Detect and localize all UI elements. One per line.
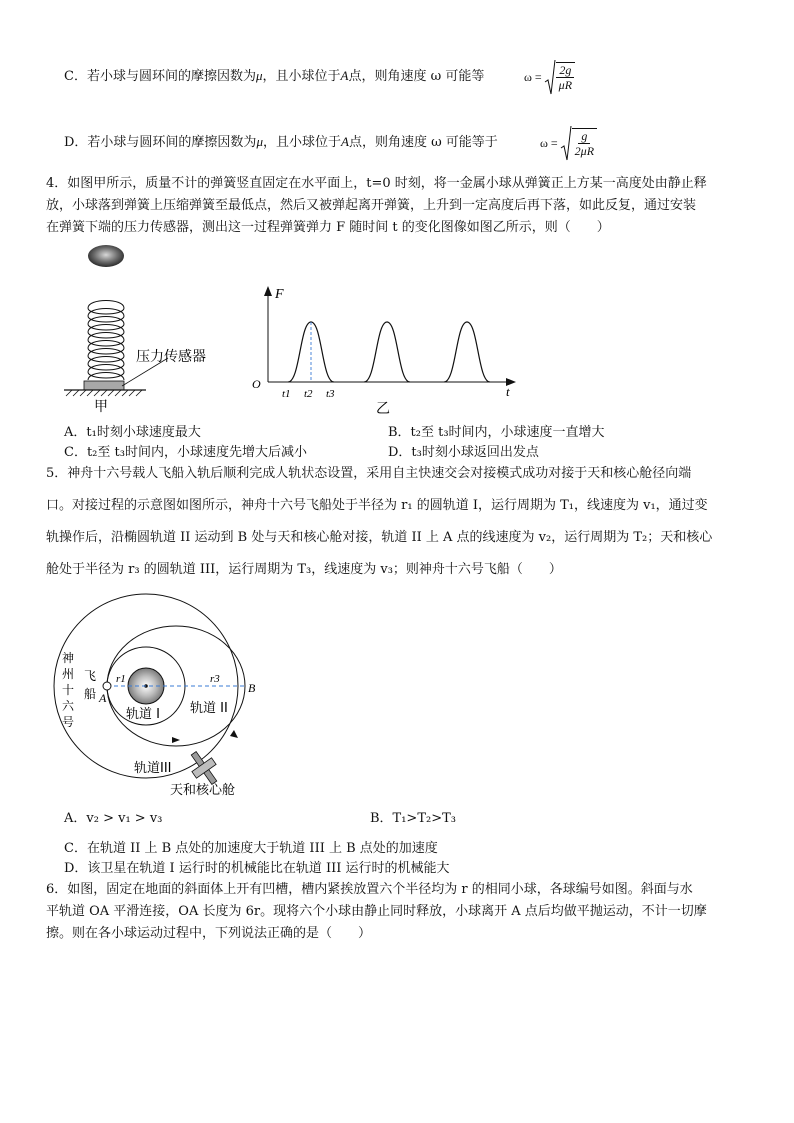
point-b-label: B (248, 681, 256, 695)
q3-optc-radical-icon (544, 58, 556, 96)
q3-optc-omega: ω = (524, 69, 542, 84)
q3-optc-suffix: 点，则角速度 ω 可能等 (348, 69, 485, 84)
q6-line-1: 6．如图，固定在地面的斜面体上开有凹槽，槽内紧挨放置六个半径均为 r 的相同小球，各球编号如图。斜面与水 (46, 882, 693, 897)
t1-label (282, 388, 291, 400)
spacecraft-point-a (103, 682, 111, 690)
q3-optc-point: A (340, 68, 349, 83)
r3-label: r3 (210, 673, 220, 685)
origin-label: O (252, 377, 261, 391)
q3-optd-suffix: 点，则角速度 ω 可能等于 (348, 135, 498, 150)
station-label: 天和核心舱 (170, 783, 236, 798)
q3-optc-mid: ，且小球位于 (262, 69, 341, 84)
q6-line-3: 擦。则在各小球运动过程中，下列说法正确的是（ ） (46, 926, 372, 941)
orbit-2-arrow-icon (230, 730, 238, 738)
fei-label: 飞 (84, 669, 97, 683)
q3-optc-mu: μ (255, 68, 263, 83)
r1-label: r1 (116, 673, 126, 685)
figure-yi-label: 乙 (376, 401, 390, 417)
q3-optc-prefix: C．若小球与圆环间的摩擦因数为 (64, 69, 256, 84)
q5-line-4: 舱处于半径为 r₃ 的圆轨道 III，运行周期为 T₃，线速度为 v₃；则神舟十六号飞船（ ） (46, 562, 562, 577)
q3-option-d (64, 132, 498, 153)
q3-option-c (64, 66, 484, 87)
q3-optd-prefix: D．若小球与圆环间的摩擦因数为 (64, 135, 257, 150)
q4-figure-jia (60, 240, 260, 415)
q4-option-a: A．t₁时刻小球速度最大 (64, 425, 201, 440)
q4-line-1: 4．如图甲所示，质量不计的弹簧竖直固定在水平面上，t=0 时刻，将一金属小球从弹簧正上方某一高度处由静止释 (46, 176, 707, 191)
q3-optc-numerator: 2g (556, 63, 574, 78)
q5-line-1: 5．神舟十六号载人飞船入轨后顺利完成人轨状态设置，采用自主快速交会对接模式成功对接于天和核心舱径向端 (46, 466, 692, 481)
sensor-label: 压力传感器 (136, 349, 206, 365)
t3-text: t3 (326, 388, 335, 400)
q3-optd-omega: ω = (540, 135, 558, 150)
q3-optd-point: A (340, 134, 349, 149)
q4-line-2: 放，小球落到弹簧上压缩弹簧至最低点，然后又被弹起离开弹簧，上升到一定高度后再下落，如此反复，通过安装 (46, 198, 697, 213)
q3-optc-formula (524, 58, 575, 96)
q3-optd-fraction (572, 128, 597, 158)
ship-char-2: 州 (62, 667, 75, 681)
t-axis-label: t (506, 384, 510, 399)
q5-option-b: B．T₁>T₂>T₃ (370, 811, 456, 826)
q6-line-2: 平轨道 OA 平滑连接，OA 长度为 6r。现将六个小球由静止同时释放，小球离开 A 点后均做平抛运动，不计一切摩 (46, 904, 707, 919)
ship-char-3: 十 (62, 683, 75, 697)
q3-optd-mid: ，且小球位于 (262, 135, 341, 150)
q5-option-c: C．在轨道 II 上 B 点处的加速度大于轨道 III 上 B 点处的加速度 (64, 841, 438, 856)
f-axis-label: F (275, 287, 284, 302)
ship-char-5: 号 (62, 715, 75, 729)
metal-ball (88, 245, 124, 267)
q3-optd-denominator: 2μR (574, 144, 595, 158)
q5-option-a: A．v₂ > v₁ > v₃ (64, 811, 163, 826)
q5-line-2: 口。对接过程的示意图如图所示，神舟十六号飞船处于半径为 r₁ 的圆轨道 I，运行周期为 T₁，线速度为 v₁，通过变 (46, 498, 708, 513)
q4-figure-yi (248, 282, 528, 417)
chuan-label: 船 (84, 687, 97, 701)
q5-line-3: 轨操作后，沿椭圆轨道 II 运动到 B 处与天和核心舱对接，轨道 II 上 A 点的线速度为 v₂，运行周期为 T₂；天和核心 (46, 530, 713, 545)
t1-text: t1 (282, 388, 291, 400)
ship-char-1: 神 (62, 651, 75, 665)
q4-option-d: D．t₃时刻小球返回出发点 (388, 445, 539, 460)
force-curve (288, 322, 490, 382)
q3-optd-numerator: g (578, 129, 590, 144)
figure-jia-label: 甲 (94, 399, 108, 415)
ship-vertical-label (62, 650, 75, 729)
orbit-2-label: 轨道 II (190, 701, 228, 716)
f-axis-arrow-icon (264, 286, 272, 296)
q3-optd-mu: μ (256, 134, 263, 149)
orbit-1-label: 轨道 I (126, 707, 160, 722)
point-a-label: A (99, 691, 107, 705)
q4-option-c: C．t₂至 t₃时间内，小球速度先增大后减小 (64, 445, 307, 460)
ship-char-4: 六 (62, 699, 75, 713)
q5-option-d: D．该卫星在轨道 I 运行时的机械能比在轨道 III 运行时的机械能大 (64, 861, 450, 876)
pressure-sensor (84, 381, 124, 390)
t2-label (304, 388, 313, 400)
orbit-3-arrow-icon (172, 737, 180, 743)
spring (88, 300, 124, 380)
q3-optc-denominator: μR (558, 78, 573, 92)
ground-hatch (66, 390, 142, 396)
q5-orbit-diagram (46, 588, 316, 803)
q3-optd-radical-icon (560, 124, 572, 162)
q4-option-b: B．t₂至 t₃时间内，小球速度一直增大 (388, 425, 605, 440)
q4-line-3: 在弹簧下端的压力传感器，测出这一过程弹簧弹力 F 随时间 t 的变化图像如图乙所示，则（ ） (46, 220, 610, 235)
q3-optc-fraction (556, 62, 575, 92)
t3-label (326, 388, 335, 400)
q3-optd-formula (540, 124, 597, 162)
t2-text: t2 (304, 388, 313, 400)
orbit-3-label: 轨道III (134, 761, 172, 776)
